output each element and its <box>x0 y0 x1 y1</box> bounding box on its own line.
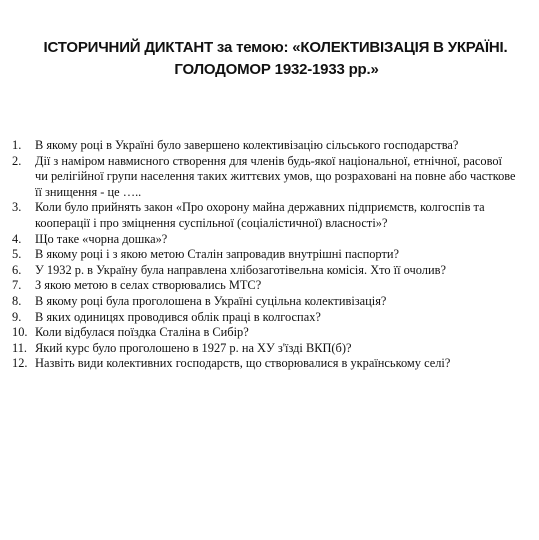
question-item <box>12 232 517 248</box>
question-number: 9. <box>12 309 22 324</box>
question-text: Дії з наміром навмисного створення для членів будь-якої національної, етнічної, расової чи релігійної групи населення таких життєвих умов, що розраховані на повне або часткове її знищення - це ….. <box>35 153 516 199</box>
question-text: В якому році і з якою метою Сталін запровадив внутрішні паспорти? <box>35 247 399 262</box>
question-item <box>12 200 517 231</box>
question-text: З якою метою в селах створювались МТС? <box>35 278 262 293</box>
title-line-2: ГОЛОДОМОР 1932-1933 рр.» <box>174 61 379 78</box>
question-text: В якому році була проголошена в Україні суцільна колективізація? <box>35 293 387 308</box>
question-item <box>12 325 517 341</box>
question-item <box>12 263 517 279</box>
question-text: Що таке «чорна дошка»? <box>35 231 168 246</box>
question-text: У 1932 р. в Україну була направлена хлібозаготівельна комісія. Хто її очолив? <box>35 262 446 277</box>
question-number: 7. <box>12 278 22 293</box>
question-item <box>12 138 517 154</box>
question-number: 3. <box>12 200 22 215</box>
title-line-1: ІСТОРИЧНИЙ ДИКТАНТ за темою: «КОЛЕКТИВІЗАЦІЯ В УКРАЇНІ. <box>43 39 508 56</box>
question-number: 2. <box>12 153 22 168</box>
question-item <box>12 356 517 372</box>
question-item <box>12 278 517 294</box>
question-number: 12. <box>12 356 28 371</box>
question-item <box>12 294 517 310</box>
question-number: 4. <box>12 231 22 246</box>
question-number: 6. <box>12 262 22 277</box>
question-list <box>12 138 517 372</box>
question-item <box>12 154 517 201</box>
question-text: Назвіть види колективних господарств, що створювалися в українському селі? <box>35 356 451 371</box>
question-number: 1. <box>12 138 22 152</box>
question-text: Який курс було проголошено в 1927 р. на ХУ з'їзді ВКП(б)? <box>35 340 352 355</box>
page-title <box>0 37 539 81</box>
question-item <box>12 310 517 326</box>
question-text: В якому році в Україні було завершено колективізацію сільського господарства? <box>35 138 459 152</box>
question-item <box>12 247 517 263</box>
question-text: Коли відбулася поїздка Сталіна в Сибір? <box>35 325 249 340</box>
question-number: 8. <box>12 293 22 308</box>
question-number: 10. <box>12 325 28 340</box>
question-text: Коли було прийнять закон «Про охорону майна державних підприємств, колгоспів та кооперації і про зміцнення суспільної (соціалістичної) власності»? <box>35 200 485 230</box>
question-number: 5. <box>12 247 22 262</box>
question-text: В яких одиницях проводився облік праці в колгоспах? <box>35 309 321 324</box>
question-item <box>12 341 517 357</box>
question-number: 11. <box>12 340 28 355</box>
